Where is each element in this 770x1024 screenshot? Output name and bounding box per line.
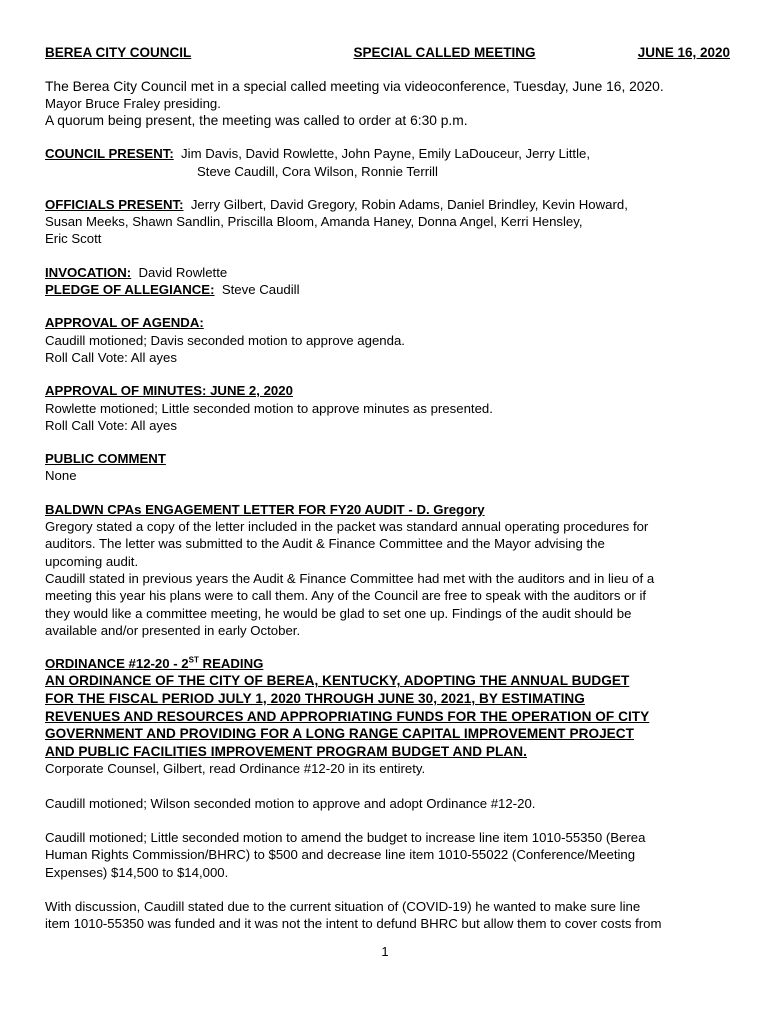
ordinance-read: Corporate Counsel, Gilbert, read Ordinance #12-20 in its entirety. [45, 761, 426, 777]
minutes-page [45, 45, 730, 932]
ordinance-motion: Caudill motioned; Wilson seconded motion to approve and adopt Ordinance #12-20. [45, 795, 536, 811]
audit-line: they would like a committee meeting, he would be glad to set one up. Findings of the audit should be [45, 605, 632, 621]
ordinance-discussion: With discussion, Caudill stated due to the current situation of (COVID-19) he wanted to make sure line [45, 898, 641, 914]
public-comment-value: None [45, 468, 77, 484]
council-present-section [45, 145, 730, 180]
agenda-line: Roll Call Vote: All ayes [45, 349, 177, 365]
invocation-label: INVOCATION: [45, 264, 132, 280]
minutes-section [45, 382, 730, 434]
invocation-value: David Rowlette [138, 264, 228, 280]
ordinance-heading-sup: ST [188, 655, 199, 665]
pledge-value: Steve Caudill [221, 282, 300, 298]
ordinance-title-line: GOVERNMENT AND PROVIDING FOR A LONG RANGE CAPITAL IMPROVEMENT PROJECT [45, 726, 635, 742]
audit-heading: BALDWN CPAs ENGAGEMENT LETTER FOR FY20 AUDIT - D. Gregory [45, 501, 485, 517]
agenda-line: Caudill motioned; Davis seconded motion to approve agenda. [45, 332, 405, 348]
page-number: 1 [381, 944, 389, 959]
council-present-label: COUNCIL PRESENT: [45, 146, 174, 162]
intro-line: A quorum being present, the meeting was called to order at 6:30 p.m. [45, 113, 468, 129]
council-present-names: Jim Davis, David Rowlette, John Payne, Emily LaDouceur, Jerry Little, [181, 146, 591, 162]
officials-present-names: Susan Meeks, Shawn Sandlin, Priscilla Bloom, Amanda Haney, Donna Angel, Kerri Hensley, [45, 214, 583, 230]
audit-line: upcoming audit. [45, 553, 139, 569]
intro-section [45, 78, 730, 129]
officials-present-names: Jerry Gilbert, David Gregory, Robin Adams, Daniel Brindley, Kevin Howard, [190, 196, 628, 212]
agenda-heading: APPROVAL OF AGENDA: [45, 315, 204, 331]
header-meeting-type: SPECIAL CALLED MEETING [353, 45, 536, 60]
ordinance-title-line: AND PUBLIC FACILITIES IMPROVEMENT PROGRAM BUDGET AND PLAN. [45, 743, 527, 759]
ordinance-discussion: item 1010-55350 was funded and it was not the intent to defund BHRC but allow them to cover costs from [45, 916, 662, 932]
ordinance-motion: Expenses) $14,500 to $14,000. [45, 864, 229, 880]
ordinance-heading-suffix: READING [198, 656, 264, 672]
ordinance-heading [45, 655, 730, 672]
audit-line: Gregory stated a copy of the letter included in the packet was standard annual operating procedures for [45, 519, 649, 535]
council-present-names: Steve Caudill, Cora Wilson, Ronnie Terrill [197, 163, 438, 179]
intro-line: The Berea City Council met in a special called meeting via videoconference, Tuesday, June 16, 2020. [45, 79, 664, 94]
officials-present-names: Eric Scott [45, 231, 102, 247]
officials-present-section [45, 196, 730, 248]
ordinance-section [45, 655, 730, 932]
agenda-section [45, 314, 730, 366]
document-header [45, 45, 730, 61]
officials-present-label: OFFICIALS PRESENT: [45, 196, 184, 212]
audit-line: meeting this year his plans were to call them. Any of the Council are free to speak with the auditors or if [45, 588, 647, 604]
ordinance-motion: Human Rights Commission/BHRC) to $500 and decrease line item 1010-55022 (Conference/Meeting [45, 847, 636, 863]
audit-section [45, 501, 730, 639]
pledge-label: PLEDGE OF ALLEGIANCE: [45, 282, 215, 298]
ordinance-title-line: AN ORDINANCE OF THE CITY OF BEREA, KENTUCKY, ADOPTING THE ANNUAL BUDGET [45, 673, 630, 689]
audit-line: Caudill stated in previous years the Audit & Finance Committee had met with the auditors and in lieu of a [45, 570, 655, 586]
audit-line: available and/or presented in early October. [45, 622, 301, 638]
public-comment-section [45, 450, 730, 485]
ordinance-motion: Caudill motioned; Little seconded motion to amend the budget to increase line item 1010-55350 (Berea [45, 829, 646, 845]
ordinance-title-line: REVENUES AND RESOURCES AND APPROPRIATING FUNDS FOR THE OPERATION OF CITY [45, 708, 650, 724]
minutes-line: Roll Call Vote: All ayes [45, 417, 177, 433]
public-comment-heading: PUBLIC COMMENT [45, 451, 166, 467]
minutes-heading: APPROVAL OF MINUTES: JUNE 2, 2020 [45, 383, 293, 399]
minutes-line: Rowlette motioned; Little seconded motion to approve minutes as presented. [45, 400, 493, 416]
ordinance-heading-prefix: ORDINANCE #12-20 - 2 [45, 656, 189, 672]
header-date: JUNE 16, 2020 [637, 45, 730, 60]
ordinance-title-line: FOR THE FISCAL PERIOD JULY 1, 2020 THROUGH JUNE 30, 2021, BY ESTIMATING [45, 691, 585, 707]
header-council: BEREA CITY COUNCIL [45, 45, 192, 60]
audit-line: auditors. The letter was submitted to the Audit & Finance Committee and the Mayor advising the [45, 536, 605, 552]
invocation-pledge-section [45, 264, 730, 299]
intro-line: Mayor Bruce Fraley presiding. [45, 96, 221, 111]
